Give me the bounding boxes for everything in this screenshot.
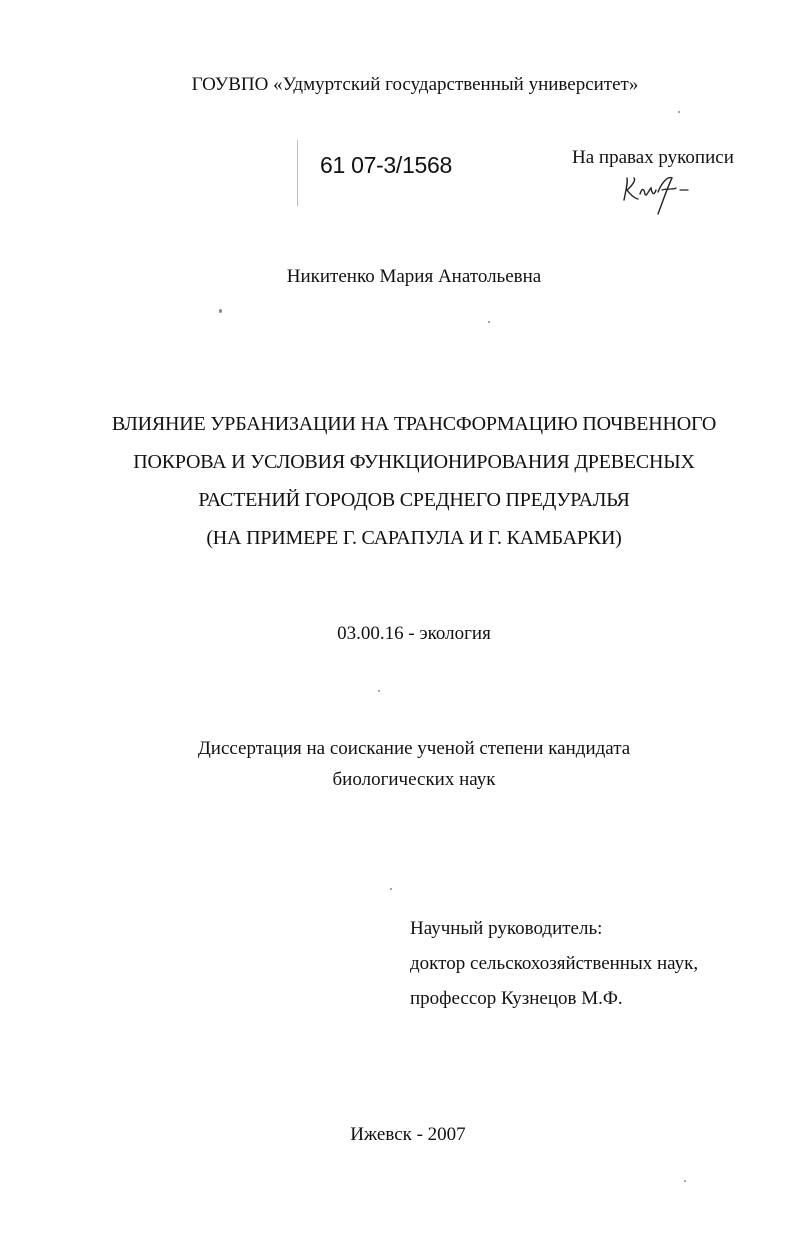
title-line: РАСТЕНИЙ ГОРОДОВ СРЕДНЕГО ПРЕДУРАЛЬЯ xyxy=(198,489,630,511)
handwritten-signature xyxy=(618,168,698,218)
degree-statement xyxy=(0,733,795,795)
city-year: Ижевск - 2007 xyxy=(350,1124,466,1145)
scan-speck xyxy=(488,321,490,323)
advisor-line: доктор сельскохозяйственных наук, xyxy=(410,953,699,974)
scan-speck xyxy=(390,888,392,890)
advisor-line: Научный руководитель: xyxy=(410,918,603,939)
scan-speck xyxy=(678,111,680,113)
title-line: ПОКРОВА И УСЛОВИЯ ФУНКЦИОНИРОВАНИЯ ДРЕВЕСНЫХ xyxy=(133,451,695,473)
scientific-advisor xyxy=(410,911,698,1016)
margin-mark xyxy=(297,140,298,206)
catalog-number: 61 07-3/1568 xyxy=(320,152,452,178)
author-name: Никитенко Мария Анатольевна xyxy=(286,266,542,287)
title-line: ВЛИЯНИЕ УРБАНИЗАЦИИ НА ТРАНСФОРМАЦИЮ ПОЧВЕННОГО xyxy=(111,413,717,435)
dissertation-title xyxy=(0,405,795,557)
specialty-code: 03.00.16 - экология xyxy=(337,623,491,644)
degree-line: Диссертация на соискание ученой степени кандидата xyxy=(197,738,631,759)
scan-speck xyxy=(378,690,380,692)
university-header: ГОУВПО «Удмуртский государственный университет» xyxy=(191,74,639,95)
title-line: (НА ПРИМЕРЕ Г. САРАПУЛА И Г. КАМБАРКИ) xyxy=(206,527,622,549)
scan-speck xyxy=(684,1180,686,1182)
rights-note: На правах рукописи xyxy=(572,147,734,168)
degree-line: биологических наук xyxy=(332,769,496,790)
advisor-line: профессор Кузнецов М.Ф. xyxy=(410,988,623,1009)
scan-speck xyxy=(219,309,222,313)
